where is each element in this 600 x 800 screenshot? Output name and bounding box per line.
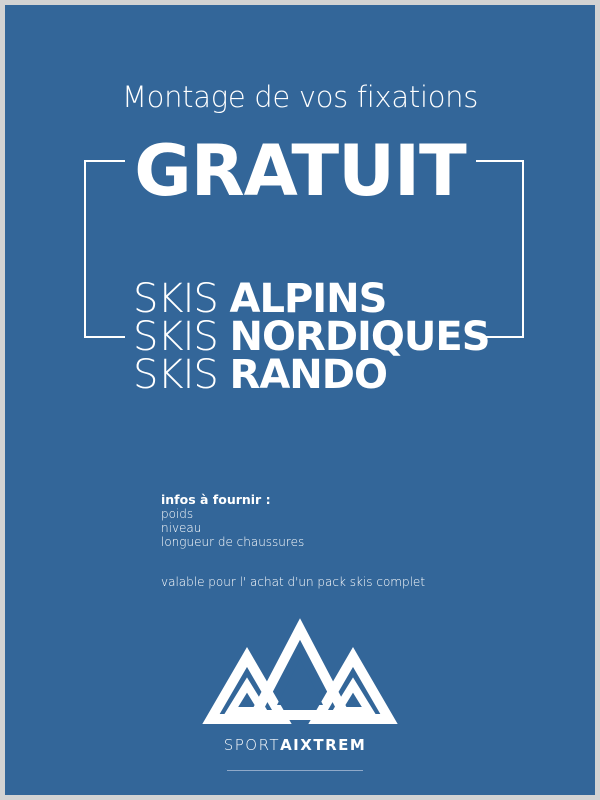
ski-type: NORDIQUES [229, 314, 490, 360]
infos-item: longueur de chaussures [161, 535, 305, 549]
brand-name-part: AIXTREM [280, 736, 367, 754]
infos-title: infos à fournir : [161, 492, 271, 507]
ski-line-alpins [133, 276, 573, 322]
poster-subtitle: Montage de vos fixations [121, 80, 479, 114]
brand-name [0, 736, 595, 754]
infos-item: poids [161, 507, 194, 521]
brand-name-part: SPORT [223, 736, 281, 754]
ski-type: RANDO [229, 352, 387, 398]
infos-item: niveau [161, 521, 202, 535]
triple-mountain-logo-icon [195, 615, 405, 730]
ski-types-list [133, 276, 573, 398]
ski-line-nordiques [133, 314, 573, 360]
ski-prefix: SKIS [133, 314, 218, 360]
ski-prefix: SKIS [133, 352, 218, 398]
ski-type: ALPINS [229, 276, 387, 322]
brand-underline [227, 770, 363, 771]
infos-block [161, 493, 304, 549]
ski-line-rando [133, 352, 573, 398]
validity-note: valable pour l' achat d'un pack skis complet [161, 575, 426, 589]
ski-prefix: SKIS [133, 276, 218, 322]
poster-headline: GRATUIT [134, 130, 466, 212]
